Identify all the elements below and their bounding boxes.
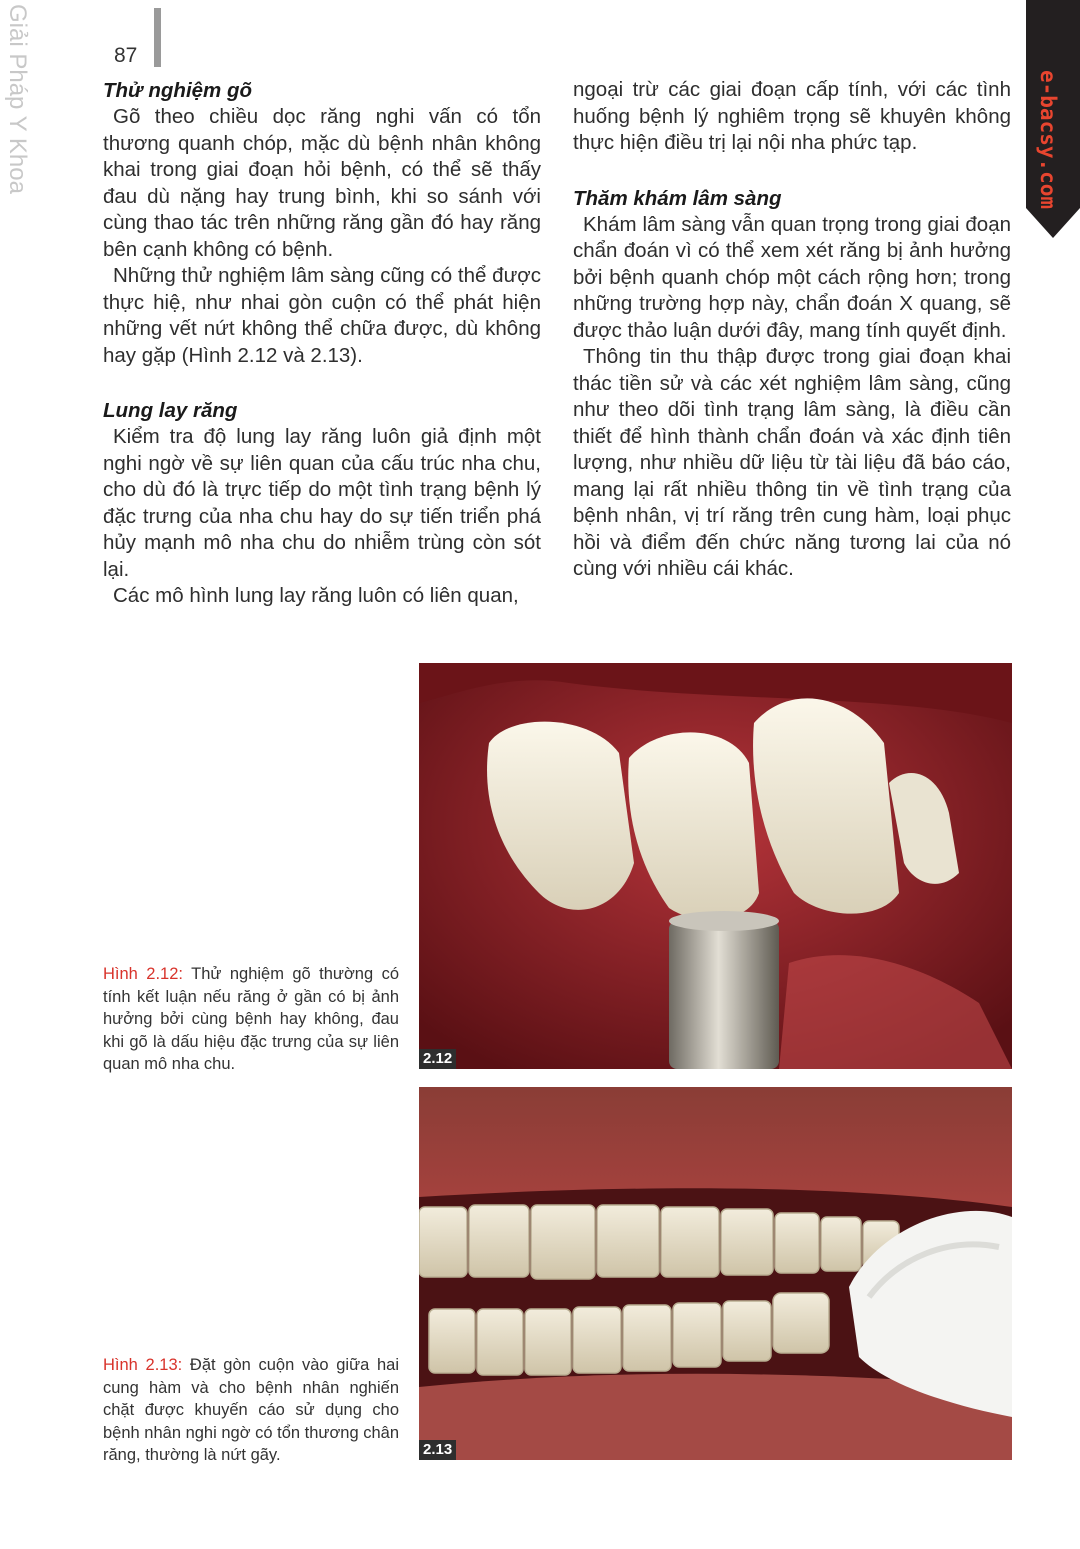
right-column bbox=[573, 77, 1011, 583]
paragraph: ngoại trừ các giai đoạn cấp tính, với các tình huống bệnh lý nghiêm trọng sẽ khuyên không thực hiện điều trị lại nội nha phức tạp. bbox=[573, 78, 1011, 154]
page-number-bar bbox=[154, 8, 161, 67]
caption-text: Thử nghiệm gõ thường có tính kết luận nếu răng ở gần có bị ảnh hưởng bởi cùng bệnh hay không, đau khi gõ là dấu hiệu đặc trưng của sự liên quan mô nha chu. bbox=[103, 965, 399, 1073]
page-number: 87 bbox=[114, 44, 138, 67]
dental-percussion-photo bbox=[419, 663, 1012, 1069]
section-heading-percussion: Thử nghiệm gõ bbox=[103, 79, 253, 102]
figure-label-2-13: 2.13 bbox=[419, 1440, 456, 1460]
figure-photo-2-13 bbox=[419, 1087, 1012, 1460]
paragraph: Thông tin thu thập được trong giai đoạn khai thác tiền sử và các xét nghiệm lâm sàng, cũng như theo dõi tình trạng lâm sàng, là điều cần thiết để hình thành chẩn đoán và xác định tiên lượng, như nhiều dữ liệu từ tài liệu đã báo cáo, mang lại rất nhiều thông tin về tình trạng của bệnh nhân, vị trí răng trên cung hàm, loại phục hồi và điểm đến chức năng tương lai của nó cùng với nhiều cái khác. bbox=[573, 345, 1011, 580]
paragraph: Các mô hình lung lay răng luôn có liên quan, bbox=[113, 584, 519, 607]
paragraph: Những thử nghiệm lâm sàng cũng có thể được thực hiệ, như nhai gòn cuộn có thể phát hiện những vết nứt không thể chữa được, dù không hay gặp (Hình 2.12 và 2.13). bbox=[103, 264, 541, 367]
caption-text: Đặt gòn cuộn vào giữa hai cung hàm và cho bệnh nhân nghiến chặt được khuyến cáo sử dụng cho bệnh nhân nghi ngờ có tổn thương chân răng, thường là nứt gãy. bbox=[103, 1356, 399, 1464]
paragraph: Kiểm tra độ lung lay răng luôn giả định một nghi ngờ về sự liên quan của cấu trúc nha chu, cho dù đó là trực tiếp do một tình trạng bệnh lý đặc trưng của nha chu hay do sự tiến triển phá hủy mạnh mô nha chu do nhiễm trùng còn sót lại. bbox=[103, 425, 541, 581]
figure-caption-2-12 bbox=[103, 963, 399, 1076]
left-column bbox=[103, 77, 541, 610]
figure-caption-2-13 bbox=[103, 1354, 399, 1467]
section-heading-clinical-exam: Thăm khám lâm sàng bbox=[573, 186, 782, 210]
brand-logo-text: e-bacsy.com bbox=[1036, 70, 1060, 210]
paragraph: Khám lâm sàng vẫn quan trọng trong giai đoạn chẩn đoán vì có thể xem xét răng bị ảnh hưởng bởi bệnh quanh chóp một cách rộng hơn; trong những trường hợp này, chẩn đoán X quang, sẽ được thảo luận dưới đây, mang tính quyết định. bbox=[573, 212, 1011, 342]
caption-label: Hình 2.12: bbox=[103, 965, 183, 983]
paragraph: Gõ theo chiều dọc răng nghi vấn có tổn thương quanh chóp, mặc dù bệnh nhân không khai trong giai đoạn hỏi bệnh, có thể sẽ thấy đau dù nặng hay trung bình, khi so sánh với cùng thao tác trên những răng gần đó hay răng bên cạnh không có bệnh. bbox=[103, 105, 541, 261]
section-heading-mobility: Lung lay răng bbox=[103, 399, 238, 422]
figure-label-2-12: 2.12 bbox=[419, 1049, 456, 1069]
cotton-roll-bite-photo bbox=[419, 1087, 1012, 1460]
caption-label: Hình 2.13: bbox=[103, 1356, 183, 1374]
figure-photo-2-12 bbox=[419, 663, 1012, 1069]
book-title-vertical: Giải Pháp Y Khoa bbox=[4, 4, 31, 194]
